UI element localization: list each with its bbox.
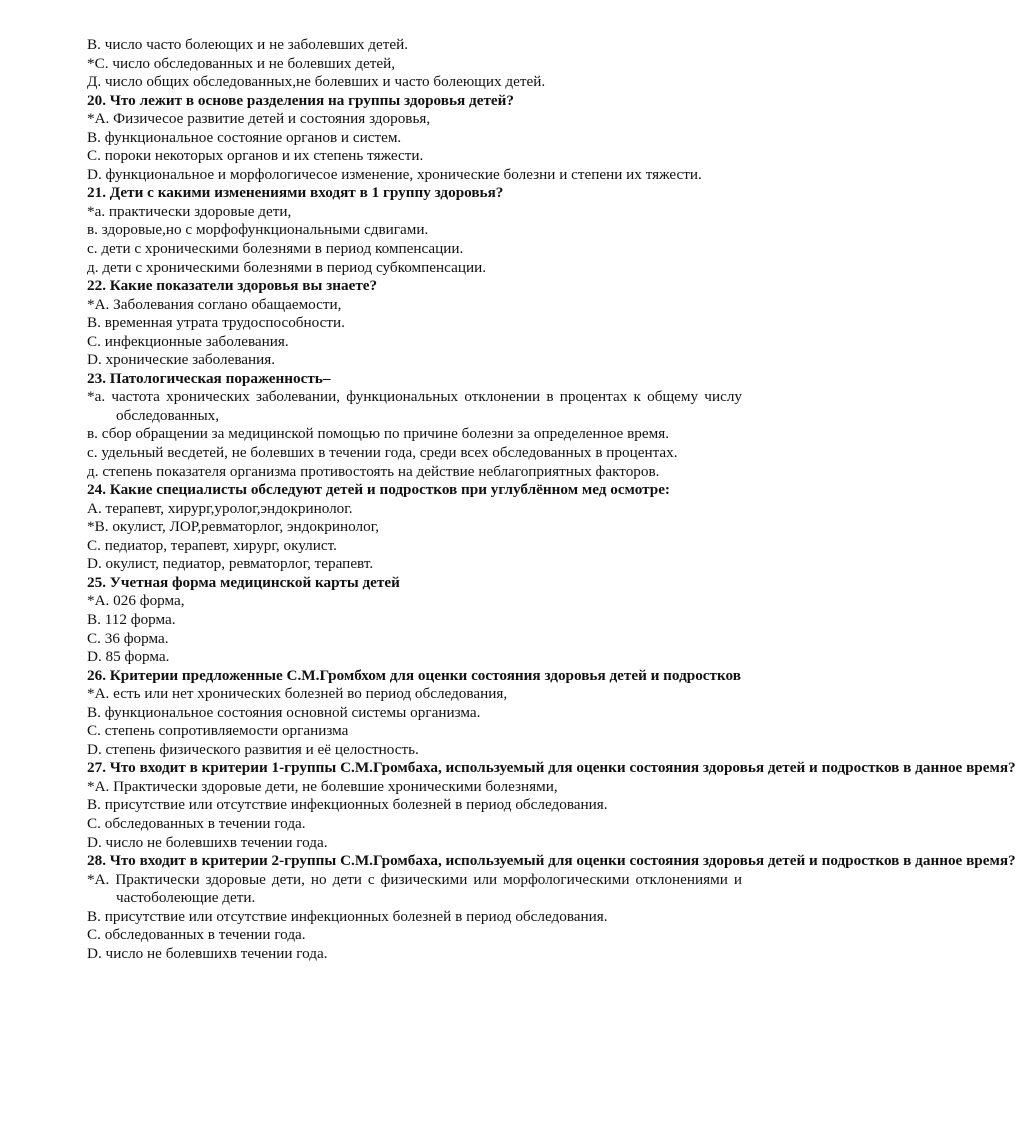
answer-option: *В. окулист, ЛОР,ревматорлог, эндокринолог,: [87, 518, 380, 536]
answer-option: В. присутствие или отсутствие инфекционных болезней в период обследования.: [87, 907, 608, 925]
answer-option: С. 36 форма.: [87, 629, 169, 647]
answer-option: В. присутствие или отсутствие инфекционных болезней в период обследования.: [87, 796, 608, 814]
answer-option: D. функциональное и морфологичесое изменение, хронические болезни и степени их тяжести.: [87, 165, 702, 183]
answer-option: В. функциональное состояние органов и систем.: [87, 128, 402, 146]
answer-option: Д. число общих обследованных,не болевших и часто болеющих детей.: [87, 73, 546, 91]
answer-option: *А. Практически здоровые дети, но дети с физическими или морфологическими отклонениями и частоболеющие дети.: [87, 870, 742, 907]
answer-option: С. педиатор, терапевт, хирург, окулист.: [87, 536, 337, 554]
answer-option: D. 85 форма.: [87, 648, 170, 666]
answer-option: с. дети с хроническими болезнями в период компенсации.: [87, 240, 464, 258]
answer-option: В. функциональное состояния основной системы организма.: [87, 703, 481, 721]
answer-option: *А. Заболевания согланo обащаемости,: [87, 295, 342, 313]
answer-option: D. число не болевшихв течении года.: [87, 944, 328, 962]
answer-option: *А. 026 форма,: [87, 592, 185, 610]
answer-option: С. обследованных в течении года.: [87, 926, 306, 944]
answer-option: *А. Физичесое развитие детей и состояния здоровья,: [87, 110, 431, 128]
answer-option: в. сбор обращении за медицинской помощью по причине болезни за определенное время.: [87, 425, 669, 443]
question-heading: 26. Критерии предложенные С.М.Громбхом для оценки состояния здоровья детей и подростков: [87, 666, 741, 684]
answer-option: *С. число обследованных и не болевших детей,: [87, 54, 396, 72]
answer-option: *а. практически здоровые дети,: [87, 202, 292, 220]
answer-option: D. окулист, педиатор, ревматорлог, терапевт.: [87, 555, 374, 573]
answer-option: С. пороки некоторых органов и их степень тяжести.: [87, 147, 424, 165]
answer-option: D. степень физического развития и её целостность.: [87, 740, 419, 758]
answer-option: *А. есть или нет хронических болезней во период обследования,: [87, 685, 508, 703]
question-heading: 25. Учетная форма медицинской карты детей: [87, 573, 400, 591]
answer-option: С. обследованных в течении года.: [87, 814, 306, 832]
question-heading: 21. Дети с какими изменениями входят в 1 группу здоровья?: [87, 184, 504, 202]
answer-option: D. хронические заболевания.: [87, 351, 276, 369]
question-heading: 28. Что входит в критерии 2-группы С.М.Громбаха, используемый для оценки состояния здоровья детей и подростков в данное время?: [87, 852, 1016, 870]
answer-option: в. здоровые,но с морфофункциональными сдвигами.: [87, 221, 429, 239]
answer-option: *А. Практически здоровые дети, не болевшие хроническими болезнями,: [87, 777, 558, 795]
question-heading: 22. Какие показатели здоровья вы знаете?: [87, 277, 378, 295]
answer-option: В. число часто болеющих и не заболевших детей.: [87, 36, 409, 53]
answer-option: д. степень показателя организма противостоять на действие неблагоприятных факторов.: [87, 462, 660, 480]
answer-option: д. дети с хроническими болезнями в период субкомпенсации.: [87, 258, 487, 276]
question-heading: 24. Какие специалисты обследуют детей и подростков при углублённом мед осмотре:: [87, 481, 670, 499]
answer-option: *а. частота хронических заболевании, функциональных отклонении в процентах к общему числу обследованных,: [87, 388, 742, 424]
answer-option: С. инфекционные заболевания.: [87, 332, 289, 350]
answer-option: А. терапевт, хирург,уролог,эндокринолог.: [87, 499, 353, 517]
question-heading: 20. Что лежит в основе разделения на группы здоровья детей?: [87, 91, 514, 109]
question-heading: 23. Патологическая пораженность–: [87, 369, 331, 387]
question-heading: 27. Что входит в критерии 1-группы С.М.Громбаха, используемый для оценки состояния здоровья детей и подростков в данное время?: [87, 759, 1016, 777]
answer-option: В. временная утрата трудоспособности.: [87, 314, 345, 332]
answer-option: С. степень сопротивляемости организма: [87, 722, 349, 740]
answer-option: D. число не болевшихв течении года.: [87, 833, 328, 851]
answer-option: В. 112 форма.: [87, 610, 176, 628]
answer-option: с. удельный весдетей, не болевших в течении года, среди всех обследованных в процентах.: [87, 444, 678, 462]
